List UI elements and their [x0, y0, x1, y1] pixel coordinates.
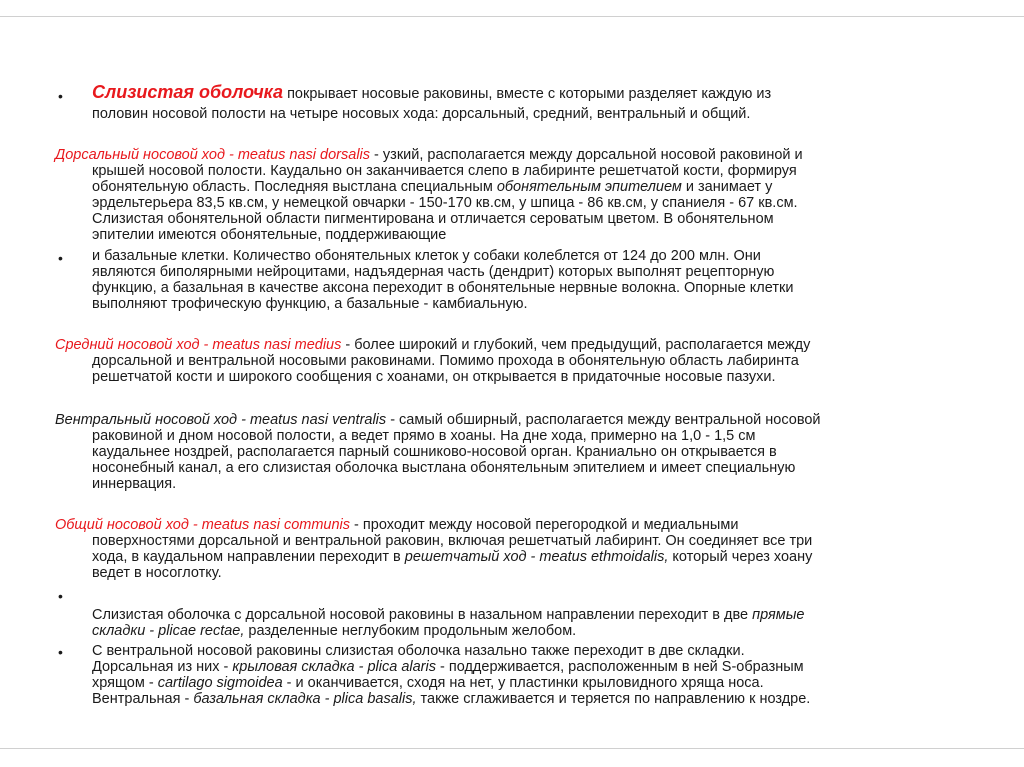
intro-line-1: Слизистая оболочка покрывает носовые раковины, вместе с которыми разделяет каждую из	[92, 82, 772, 102]
ventral-line-3: каудальнее ноздрей, располагается парный сошниково-носовой орган. Краниально он открывается в	[92, 444, 777, 460]
bullet-ventral-folds: •	[58, 644, 63, 660]
dorsal-line-6: эпителии имеются обонятельные, поддерживающие	[92, 227, 447, 243]
dorsal-line-4: эрдельтерьера 83,5 кв.см, у немецкой овчарки - 150-170 кв.см, у шпица - 86 кв.см, у спаниеля - 67 кв.см.	[92, 195, 798, 211]
folds-line-2: складки - plicae rectae, разделенные неглубоким продольным желобом.	[92, 623, 577, 639]
basal-line-4: выполняют трофическую функцию, а базальные - камбиальную.	[92, 296, 528, 312]
dorsal-term: Дорсальный носовой ход - meatus nasi dorsalis	[55, 147, 371, 163]
common-term: Общий носовой ход - meatus nasi communis	[55, 517, 351, 533]
ventral-folds-line-4: Вентральная - базальная складка - plica basalis, также сглаживается и теряется по направлению к ноздре.	[92, 691, 811, 707]
basal-line-3: функцию, а базальная в качестве аксона переходит в обонятельные нервные волокна. Опорные клетки	[92, 280, 794, 296]
dorsal-line-1: Дорсальный носовой ход - meatus nasi dorsalis - узкий, располагается между дорсальной носовой раковиной и	[55, 147, 803, 163]
common-line-1: Общий носовой ход - meatus nasi communis - проходит между носовой перегородкой и медиальными	[55, 517, 739, 533]
dorsal-line-3: обонятельную область. Последняя выстлана специальным обонятельным эпителием и занимает у	[92, 179, 773, 195]
intro-title: Слизистая оболочка	[92, 82, 284, 102]
bullet-basal: •	[58, 250, 63, 266]
ventral-folds-line-1: С вентральной носовой раковины слизистая оболочка назально также переходит в две складки.	[92, 643, 745, 659]
middle-line-2: дорсальной и вентральной носовыми раковинами. Помимо прохода в обонятельную область лабиринта	[92, 353, 799, 369]
ventral-term: Вентральный носовой ход - meatus nasi ventralis	[55, 412, 387, 428]
bullet-intro: •	[58, 88, 63, 104]
dorsal-line-2: крышей носовой полости. Каудально он заканчивается слепо в лабиринте решетчатой кости, формируя	[92, 163, 797, 179]
ventral-line-2: раковиной и дном носовой полости, а ведет прямо в хоаны. На дне хода, примерно на 1,0 - 1,5 см	[92, 428, 756, 444]
common-line-3: хода, в каудальном направлении переходит в решетчатый ход - meatus ethmoidalis, который через хоану	[92, 549, 813, 565]
middle-term: Средний носовой ход - meatus nasi medius	[55, 337, 342, 353]
basal-line-1: и базальные клетки. Количество обонятельных клеток у собаки колеблется от 124 до 200 млн. Они	[92, 248, 761, 264]
bullet-empty: •	[58, 588, 63, 604]
folds-line-1: Слизистая оболочка с дорсальной носовой раковины в назальном направлении переходит в две прямые	[92, 607, 805, 623]
common-line-2: поверхностями дорсальной и вентральной раковин, включая решетчатый лабиринт. Он соединяет все три	[92, 533, 813, 549]
top-divider	[0, 16, 1024, 17]
common-line-4: ведет в носоглотку.	[92, 565, 222, 581]
intro-line-2: половин носовой полости на четыре носовых хода: дорсальный, средний, вентральный и общий.	[92, 106, 751, 122]
middle-line-3: решетчатой кости и широкого сообщения с хоанами, он открывается в придаточные носовые пазухи.	[92, 369, 776, 385]
ventral-folds-line-3: хрящом - cartilago sigmoidea - и оканчивается, сходя на нет, у пластинки крыловидного хряща носа.	[92, 675, 764, 691]
ventral-line-5: иннервация.	[92, 476, 177, 492]
bottom-divider	[0, 748, 1024, 749]
ventral-folds-line-2: Дорсальная из них - крыловая складка - plica alaris - поддерживается, расположенным в ней S-образным	[92, 659, 804, 675]
ventral-line-1: Вентральный носовой ход - meatus nasi ventralis - самый обширный, располагается между вентральной носовой	[55, 412, 821, 428]
dorsal-line-5: Слизистая обонятельной области пигментирована и отличается сероватым цветом. В обонятельном	[92, 211, 774, 227]
middle-line-1: Средний носовой ход - meatus nasi medius - более широкий и глубокий, чем предыдущий, располагается между	[55, 337, 811, 353]
basal-line-2: являются биполярными нейроцитами, надъядерная часть (дендрит) которых выполнят рецепторную	[92, 264, 775, 280]
ventral-line-4: носонебный канал, а его слизистая оболочка выстлана обонятельным эпителием и имеет специальную	[92, 460, 796, 476]
